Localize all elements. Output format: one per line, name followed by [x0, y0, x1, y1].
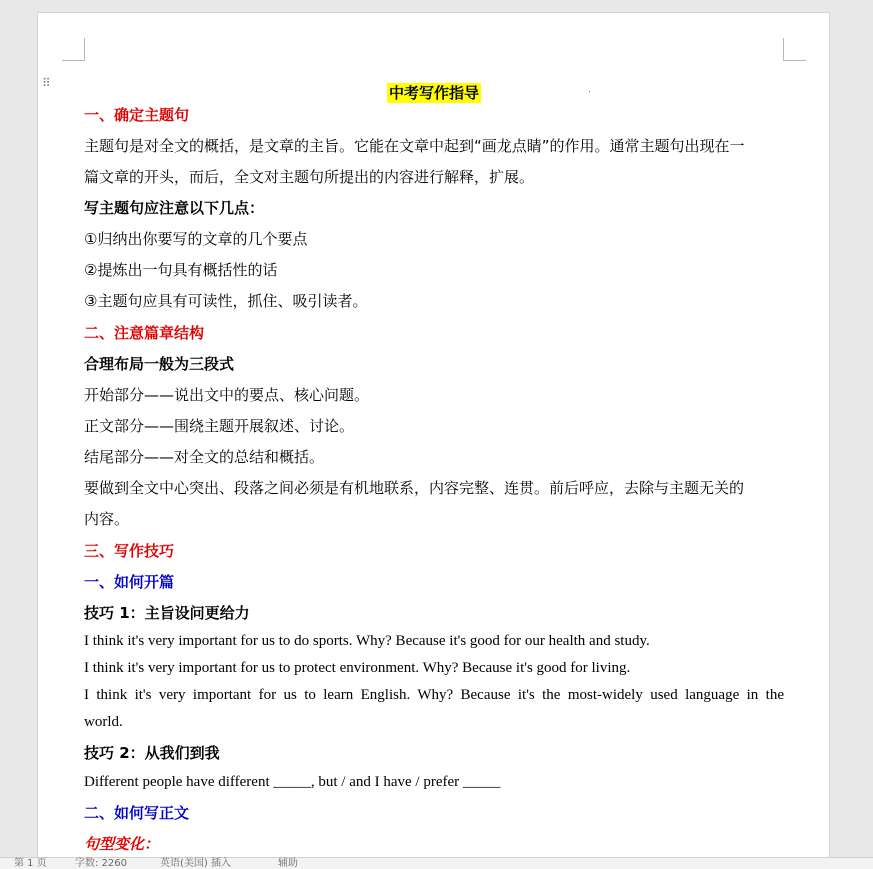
paragraph-line: 开始部分——说出文中的要点、核心问题。 [84, 386, 370, 404]
example-sentence: I think it's very important for us to learn English. Why? Because it's the most-widely used language in the [84, 687, 784, 703]
pattern-heading: 句型变化： [84, 835, 160, 853]
margin-corner-top-left [62, 38, 85, 61]
section-heading-3: 三、写作技巧 [84, 542, 175, 560]
paragraph-line: 篇文章的开头，而后，全文对主题句所提出的内容进行解释，扩展。 [84, 168, 535, 186]
subheading-opening: 一、如何开篇 [84, 573, 175, 591]
list-item: ③主题句应具有可读性，抓住、吸引读者。 [84, 292, 368, 310]
drag-handle-icon[interactable]: ⠿ [42, 76, 52, 90]
section-heading-1: 一、确定主题句 [84, 106, 190, 124]
status-page[interactable]: 第 1 页 [14, 858, 47, 869]
example-sentence: world. [84, 714, 123, 730]
notes-heading: 写主题句应注意以下几点： [84, 199, 265, 217]
paragraph-line: 内容。 [84, 510, 130, 528]
status-bar [0, 857, 873, 869]
paragraph-line: 正文部分——围绕主题开展叙述、讨论。 [84, 417, 355, 435]
tip-heading-1: 技巧 1：主旨设问更给力 [84, 604, 250, 622]
example-sentence: I think it's very important for us to protect environment. Why? Because it's good for living. [84, 660, 631, 676]
paragraph-line: 主题句是对全文的概括，是文章的主旨。它能在文章中起到“画龙点睛”的作用。通常主题句出现在一 [84, 137, 745, 155]
status-language[interactable]: 英语(美国) 插入 [160, 858, 231, 869]
subheading-body: 二、如何写正文 [84, 804, 190, 822]
section-heading-2: 二、注意篇章结构 [84, 324, 205, 342]
paragraph-line: 结尾部分——对全文的总结和概括。 [84, 448, 325, 466]
list-item: ①归纳出你要写的文章的几个要点 [84, 230, 308, 248]
list-item: ②提炼出一句具有概括性的话 [84, 261, 278, 279]
paragraph-line: 要做到全文中心突出、段落之间必须是有机地联系，内容完整、连贯。前后呼应，去除与主题无关的 [84, 479, 745, 497]
status-extra[interactable]: 辅助 [278, 858, 298, 869]
example-sentence: I think it's very important for us to do sports. Why? Because it's good for our health and study. [84, 633, 650, 649]
tip-heading-2: 技巧 2：从我们到我 [84, 744, 220, 762]
status-word-count[interactable]: 字数: 2260 [75, 858, 127, 869]
document-title: 中考写作指导 [388, 84, 479, 102]
layout-heading: 合理布局一般为三段式 [84, 355, 235, 373]
example-sentence: Different people have different _____, but / and I have / prefer _____ [84, 774, 501, 790]
margin-corner-top-right [783, 38, 806, 61]
